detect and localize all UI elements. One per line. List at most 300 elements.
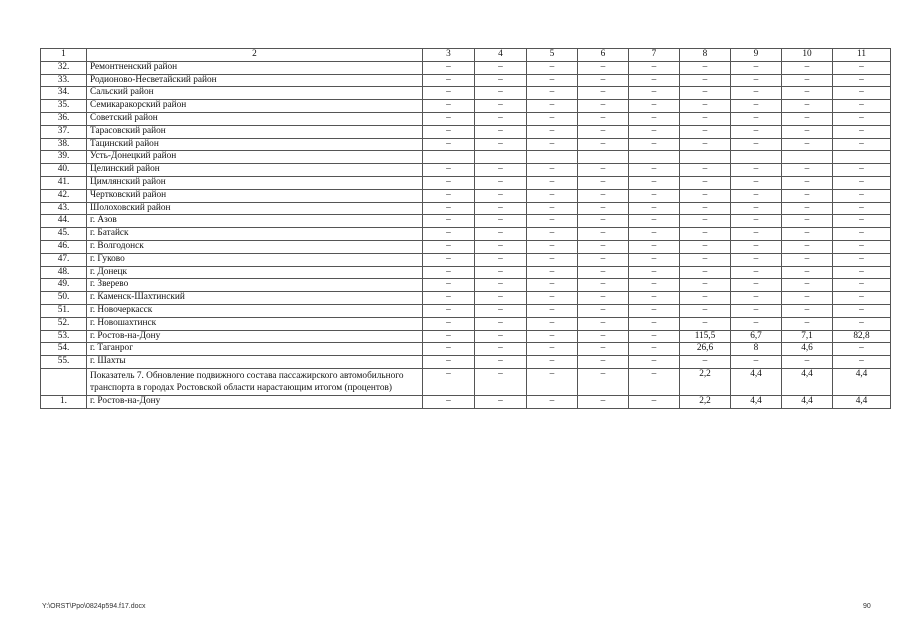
- row-number-cell: 45.: [41, 228, 87, 241]
- value-cell: –: [527, 253, 578, 266]
- value-cell: –: [680, 100, 731, 113]
- value-cell: –: [527, 368, 578, 395]
- value-cell: [629, 151, 680, 164]
- value-cell: –: [731, 228, 782, 241]
- value-cell: –: [731, 266, 782, 279]
- header-cell: 3: [423, 49, 475, 62]
- value-cell: –: [731, 202, 782, 215]
- value-cell: –: [731, 279, 782, 292]
- value-cell: –: [578, 356, 629, 369]
- value-cell: –: [782, 304, 833, 317]
- value-cell: –: [578, 330, 629, 343]
- value-cell: –: [782, 253, 833, 266]
- value-cell: –: [629, 87, 680, 100]
- row-name-cell: г. Донецк: [87, 266, 423, 279]
- table-row: [41, 266, 891, 279]
- value-cell: –: [475, 228, 527, 241]
- row-name-cell: г. Шахты: [87, 356, 423, 369]
- value-cell: –: [578, 138, 629, 151]
- row-name-cell: г. Таганрог: [87, 343, 423, 356]
- value-cell: –: [423, 176, 475, 189]
- value-cell: –: [423, 356, 475, 369]
- value-cell: –: [833, 189, 891, 202]
- row-name-cell: Тацинский район: [87, 138, 423, 151]
- value-cell: –: [423, 215, 475, 228]
- value-cell: –: [527, 74, 578, 87]
- table-row: [41, 87, 891, 100]
- value-cell: –: [527, 396, 578, 409]
- value-cell: –: [578, 343, 629, 356]
- value-cell: –: [423, 240, 475, 253]
- table-row: [41, 189, 891, 202]
- value-cell: –: [475, 74, 527, 87]
- value-cell: –: [731, 100, 782, 113]
- table-row: [41, 330, 891, 343]
- value-cell: –: [475, 61, 527, 74]
- value-cell: –: [782, 240, 833, 253]
- row-number-cell: 49.: [41, 279, 87, 292]
- header-row: [41, 49, 891, 62]
- value-cell: –: [629, 176, 680, 189]
- value-cell: –: [782, 100, 833, 113]
- value-cell: –: [680, 112, 731, 125]
- value-cell: 4,4: [782, 368, 833, 395]
- value-cell: –: [578, 368, 629, 395]
- value-cell: –: [423, 112, 475, 125]
- value-cell: –: [629, 202, 680, 215]
- row-name-cell: г. Азов: [87, 215, 423, 228]
- value-cell: –: [578, 189, 629, 202]
- value-cell: –: [475, 317, 527, 330]
- value-cell: 115,5: [680, 330, 731, 343]
- value-cell: –: [578, 279, 629, 292]
- value-cell: –: [782, 228, 833, 241]
- value-cell: 2,2: [680, 368, 731, 395]
- value-cell: –: [475, 240, 527, 253]
- value-cell: –: [833, 240, 891, 253]
- value-cell: –: [475, 87, 527, 100]
- row-name-cell: Родионово-Несветайский район: [87, 74, 423, 87]
- value-cell: –: [475, 100, 527, 113]
- row-number-cell: 52.: [41, 317, 87, 330]
- row-name-cell: г. Зверево: [87, 279, 423, 292]
- value-cell: –: [680, 266, 731, 279]
- value-cell: –: [578, 100, 629, 113]
- header-cell: 4: [475, 49, 527, 62]
- table-row: [41, 164, 891, 177]
- value-cell: –: [475, 253, 527, 266]
- row-number-cell: 48.: [41, 266, 87, 279]
- value-cell: –: [833, 176, 891, 189]
- value-cell: –: [782, 202, 833, 215]
- row-name-cell: Целинский район: [87, 164, 423, 177]
- value-cell: –: [629, 125, 680, 138]
- value-cell: 4,4: [731, 396, 782, 409]
- value-cell: –: [731, 253, 782, 266]
- value-cell: –: [629, 228, 680, 241]
- row-name-cell: г. Ростов-на-Дону: [87, 396, 423, 409]
- row-number-cell: 53.: [41, 330, 87, 343]
- value-cell: –: [680, 164, 731, 177]
- value-cell: –: [423, 279, 475, 292]
- value-cell: –: [527, 164, 578, 177]
- value-cell: –: [680, 304, 731, 317]
- row-number-cell: 1.: [41, 396, 87, 409]
- value-cell: –: [731, 189, 782, 202]
- value-cell: –: [527, 240, 578, 253]
- value-cell: –: [731, 112, 782, 125]
- table-body: [41, 61, 891, 408]
- value-cell: –: [527, 189, 578, 202]
- value-cell: –: [833, 253, 891, 266]
- row-name-cell: Цимлянский район: [87, 176, 423, 189]
- value-cell: –: [527, 61, 578, 74]
- value-cell: –: [527, 279, 578, 292]
- value-cell: –: [833, 279, 891, 292]
- value-cell: 4,4: [833, 396, 891, 409]
- row-name-cell: Усть-Донецкий район: [87, 151, 423, 164]
- value-cell: –: [731, 292, 782, 305]
- row-number-cell: 41.: [41, 176, 87, 189]
- value-cell: –: [475, 356, 527, 369]
- value-cell: –: [629, 304, 680, 317]
- value-cell: 4,4: [833, 368, 891, 395]
- value-cell: –: [782, 176, 833, 189]
- value-cell: –: [475, 279, 527, 292]
- value-cell: –: [578, 61, 629, 74]
- value-cell: 7,1: [782, 330, 833, 343]
- value-cell: –: [833, 202, 891, 215]
- value-cell: –: [475, 215, 527, 228]
- row-name-cell: г. Каменск-Шахтинский: [87, 292, 423, 305]
- value-cell: –: [578, 228, 629, 241]
- value-cell: –: [423, 330, 475, 343]
- row-number-cell: [41, 368, 87, 395]
- value-cell: –: [475, 138, 527, 151]
- value-cell: [680, 151, 731, 164]
- value-cell: –: [833, 317, 891, 330]
- value-cell: –: [731, 164, 782, 177]
- value-cell: –: [527, 215, 578, 228]
- value-cell: –: [629, 343, 680, 356]
- value-cell: 6,7: [731, 330, 782, 343]
- value-cell: –: [475, 112, 527, 125]
- value-cell: –: [527, 228, 578, 241]
- row-number-cell: 50.: [41, 292, 87, 305]
- value-cell: –: [629, 100, 680, 113]
- value-cell: –: [527, 202, 578, 215]
- value-cell: –: [833, 228, 891, 241]
- value-cell: –: [629, 279, 680, 292]
- value-cell: –: [423, 87, 475, 100]
- value-cell: –: [629, 74, 680, 87]
- value-cell: –: [731, 176, 782, 189]
- value-cell: –: [833, 164, 891, 177]
- value-cell: –: [782, 279, 833, 292]
- value-cell: 2,2: [680, 396, 731, 409]
- row-number-cell: 40.: [41, 164, 87, 177]
- value-cell: –: [527, 100, 578, 113]
- data-table: [40, 48, 891, 409]
- value-cell: –: [578, 266, 629, 279]
- value-cell: –: [833, 266, 891, 279]
- value-cell: –: [782, 189, 833, 202]
- table-row: [41, 228, 891, 241]
- value-cell: –: [680, 87, 731, 100]
- value-cell: –: [527, 125, 578, 138]
- value-cell: –: [423, 189, 475, 202]
- value-cell: –: [782, 292, 833, 305]
- value-cell: –: [578, 396, 629, 409]
- value-cell: –: [423, 100, 475, 113]
- row-name-cell: Семикаракорский район: [87, 100, 423, 113]
- table-row: [41, 151, 891, 164]
- value-cell: –: [782, 112, 833, 125]
- row-name-cell: г. Гуково: [87, 253, 423, 266]
- value-cell: –: [475, 202, 527, 215]
- row-number-cell: 46.: [41, 240, 87, 253]
- value-cell: –: [629, 292, 680, 305]
- value-cell: [527, 151, 578, 164]
- value-cell: –: [782, 125, 833, 138]
- row-number-cell: 44.: [41, 215, 87, 228]
- value-cell: –: [629, 215, 680, 228]
- value-cell: –: [475, 164, 527, 177]
- value-cell: –: [680, 189, 731, 202]
- table-row: [41, 356, 891, 369]
- value-cell: –: [527, 330, 578, 343]
- header-cell: 5: [527, 49, 578, 62]
- value-cell: –: [731, 87, 782, 100]
- row-number-cell: 37.: [41, 125, 87, 138]
- value-cell: –: [680, 317, 731, 330]
- row-number-cell: 47.: [41, 253, 87, 266]
- value-cell: [833, 151, 891, 164]
- value-cell: 4,6: [782, 343, 833, 356]
- value-cell: –: [680, 279, 731, 292]
- table-row: [41, 125, 891, 138]
- value-cell: –: [527, 176, 578, 189]
- value-cell: –: [731, 74, 782, 87]
- header-cell: 1: [41, 49, 87, 62]
- value-cell: –: [731, 304, 782, 317]
- value-cell: –: [423, 228, 475, 241]
- row-name-cell: г. Волгодонск: [87, 240, 423, 253]
- value-cell: –: [629, 61, 680, 74]
- value-cell: –: [731, 356, 782, 369]
- value-cell: –: [680, 125, 731, 138]
- row-number-cell: 33.: [41, 74, 87, 87]
- row-name-cell: г. Новочеркасск: [87, 304, 423, 317]
- value-cell: 8: [731, 343, 782, 356]
- value-cell: –: [629, 112, 680, 125]
- row-number-cell: 42.: [41, 189, 87, 202]
- table-row: [41, 343, 891, 356]
- value-cell: –: [423, 368, 475, 395]
- value-cell: –: [680, 253, 731, 266]
- value-cell: –: [833, 304, 891, 317]
- header-cell: 2: [87, 49, 423, 62]
- value-cell: –: [578, 112, 629, 125]
- row-number-cell: 32.: [41, 61, 87, 74]
- value-cell: –: [423, 304, 475, 317]
- value-cell: –: [578, 317, 629, 330]
- value-cell: –: [629, 240, 680, 253]
- value-cell: –: [527, 343, 578, 356]
- value-cell: –: [423, 317, 475, 330]
- value-cell: –: [475, 125, 527, 138]
- row-name-cell: Ремонтненский район: [87, 61, 423, 74]
- value-cell: –: [680, 215, 731, 228]
- value-cell: –: [833, 138, 891, 151]
- value-cell: –: [475, 292, 527, 305]
- table-row: [41, 304, 891, 317]
- row-number-cell: 39.: [41, 151, 87, 164]
- value-cell: –: [475, 330, 527, 343]
- value-cell: –: [527, 292, 578, 305]
- table-row: [41, 100, 891, 113]
- value-cell: –: [680, 74, 731, 87]
- value-cell: –: [475, 176, 527, 189]
- table-row: [41, 61, 891, 74]
- header-cell: 6: [578, 49, 629, 62]
- table-row: [41, 176, 891, 189]
- value-cell: –: [629, 266, 680, 279]
- value-cell: –: [578, 215, 629, 228]
- value-cell: –: [833, 125, 891, 138]
- row-name-cell: Показатель 7. Обновление подвижного состава пассажирского автомобильного транспорта в городах Ростовской области нарастающим итогом (процентов): [87, 368, 423, 395]
- value-cell: –: [423, 292, 475, 305]
- header-cell: 10: [782, 49, 833, 62]
- value-cell: –: [629, 330, 680, 343]
- value-cell: –: [629, 164, 680, 177]
- row-number-cell: 34.: [41, 87, 87, 100]
- value-cell: –: [833, 112, 891, 125]
- table-row: [41, 215, 891, 228]
- value-cell: –: [423, 125, 475, 138]
- value-cell: –: [680, 356, 731, 369]
- value-cell: –: [731, 138, 782, 151]
- file-path-footer: Y:\ORST\Ppo\0824p594.f17.docx: [42, 603, 146, 610]
- table-row: [41, 253, 891, 266]
- header-cell: 11: [833, 49, 891, 62]
- value-cell: [423, 151, 475, 164]
- value-cell: –: [527, 266, 578, 279]
- row-name-cell: г. Новошахтинск: [87, 317, 423, 330]
- value-cell: –: [782, 87, 833, 100]
- value-cell: –: [423, 74, 475, 87]
- value-cell: –: [680, 176, 731, 189]
- table-row: [41, 279, 891, 292]
- page-number: 90: [863, 603, 871, 610]
- row-name-cell: Шолоховский район: [87, 202, 423, 215]
- value-cell: 82,8: [833, 330, 891, 343]
- value-cell: –: [423, 343, 475, 356]
- value-cell: –: [680, 240, 731, 253]
- row-number-cell: 36.: [41, 112, 87, 125]
- table-row: [41, 138, 891, 151]
- value-cell: –: [833, 356, 891, 369]
- row-name-cell: г. Ростов-на-Дону: [87, 330, 423, 343]
- value-cell: –: [782, 356, 833, 369]
- row-name-cell: Тарасовский район: [87, 125, 423, 138]
- value-cell: –: [731, 215, 782, 228]
- row-name-cell: Сальский район: [87, 87, 423, 100]
- value-cell: –: [782, 74, 833, 87]
- value-cell: –: [423, 266, 475, 279]
- value-cell: –: [629, 396, 680, 409]
- value-cell: –: [578, 292, 629, 305]
- value-cell: –: [680, 138, 731, 151]
- value-cell: [782, 151, 833, 164]
- value-cell: –: [578, 87, 629, 100]
- value-cell: –: [527, 317, 578, 330]
- value-cell: [475, 151, 527, 164]
- row-number-cell: 55.: [41, 356, 87, 369]
- table-row: [41, 112, 891, 125]
- value-cell: –: [475, 368, 527, 395]
- value-cell: –: [680, 292, 731, 305]
- row-name-cell: Советский район: [87, 112, 423, 125]
- value-cell: 4,4: [731, 368, 782, 395]
- value-cell: –: [833, 343, 891, 356]
- row-number-cell: 54.: [41, 343, 87, 356]
- value-cell: –: [833, 87, 891, 100]
- header-cell: 9: [731, 49, 782, 62]
- value-cell: –: [423, 396, 475, 409]
- value-cell: –: [423, 61, 475, 74]
- value-cell: –: [629, 189, 680, 202]
- value-cell: –: [423, 253, 475, 266]
- value-cell: –: [731, 240, 782, 253]
- value-cell: –: [833, 292, 891, 305]
- value-cell: –: [475, 304, 527, 317]
- value-cell: [578, 151, 629, 164]
- value-cell: –: [578, 74, 629, 87]
- value-cell: –: [731, 61, 782, 74]
- table-row: [41, 317, 891, 330]
- value-cell: –: [629, 368, 680, 395]
- table-row: [41, 240, 891, 253]
- value-cell: –: [578, 253, 629, 266]
- value-cell: –: [475, 189, 527, 202]
- value-cell: [731, 151, 782, 164]
- value-cell: –: [527, 356, 578, 369]
- value-cell: –: [833, 100, 891, 113]
- header-cell: 7: [629, 49, 680, 62]
- value-cell: 4,4: [782, 396, 833, 409]
- value-cell: –: [782, 61, 833, 74]
- value-cell: –: [423, 164, 475, 177]
- value-cell: –: [578, 125, 629, 138]
- value-cell: –: [782, 215, 833, 228]
- value-cell: –: [629, 356, 680, 369]
- header-cell: 8: [680, 49, 731, 62]
- value-cell: –: [782, 317, 833, 330]
- value-cell: –: [475, 266, 527, 279]
- value-cell: –: [527, 138, 578, 151]
- value-cell: –: [833, 215, 891, 228]
- value-cell: 26,6: [680, 343, 731, 356]
- value-cell: –: [423, 138, 475, 151]
- value-cell: –: [782, 164, 833, 177]
- row-number-cell: 35.: [41, 100, 87, 113]
- value-cell: –: [578, 240, 629, 253]
- value-cell: –: [578, 202, 629, 215]
- value-cell: –: [578, 176, 629, 189]
- row-number-cell: 51.: [41, 304, 87, 317]
- value-cell: –: [527, 112, 578, 125]
